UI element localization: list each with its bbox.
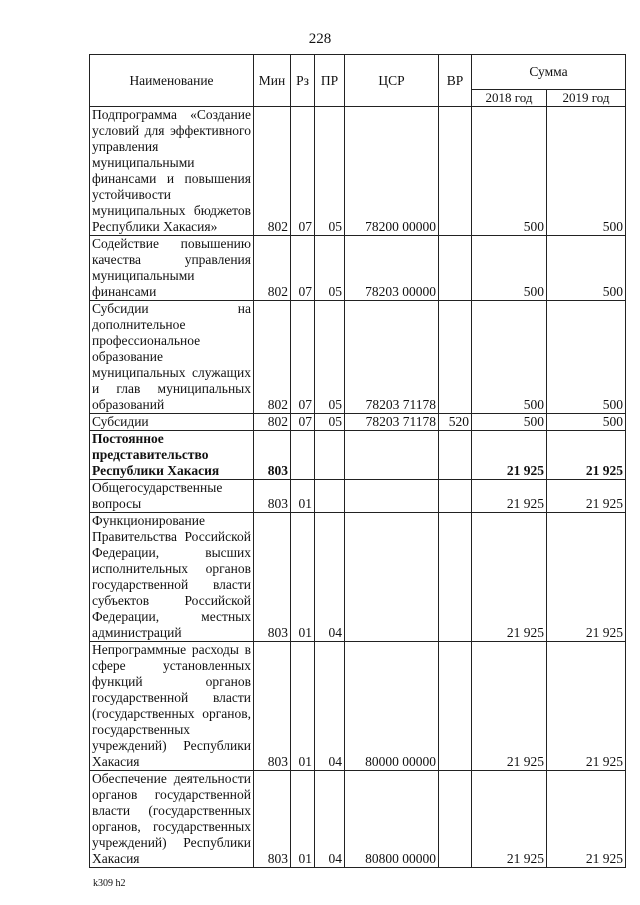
cell-rz: 01 xyxy=(291,642,315,771)
cell-sum-2018: 21 925 xyxy=(472,431,547,480)
cell-name: Содействие повышению качества управления муниципальными финансами xyxy=(90,236,254,301)
cell-sum-2019: 21 925 xyxy=(547,642,626,771)
cell-rz: 01 xyxy=(291,771,315,868)
cell-csr: 80800 00000 xyxy=(345,771,439,868)
cell-sum-2018: 500 xyxy=(472,107,547,236)
cell-csr: 80000 00000 xyxy=(345,642,439,771)
cell-sum-2018: 21 925 xyxy=(472,513,547,642)
cell-sum-2019: 500 xyxy=(547,301,626,414)
cell-sum-2019: 21 925 xyxy=(547,771,626,868)
table-row xyxy=(90,431,626,480)
cell-vr xyxy=(439,513,472,642)
header-vr: ВР xyxy=(439,55,472,107)
cell-csr: 78203 71178 xyxy=(345,301,439,414)
cell-name: Функционирование Правительства Российской Федерации, высших исполнительных органов государственной власти субъектов Российской Федерации, местных администраций xyxy=(90,513,254,642)
cell-min: 802 xyxy=(254,301,291,414)
header-min: Мин xyxy=(254,55,291,107)
budget-table xyxy=(89,54,626,868)
cell-csr xyxy=(345,513,439,642)
cell-pr xyxy=(315,480,345,513)
cell-name: Субсидии xyxy=(90,414,254,431)
cell-rz: 07 xyxy=(291,414,315,431)
cell-name: Подпрограмма «Создание условий для эффективного управления муниципальными финансами и повышения устойчивости муниципальных бюджетов Республики Хакасия» xyxy=(90,107,254,236)
cell-name: Обеспечение деятельности органов государственной власти (государственных органов, государственных учреждений) Республики Хакасия xyxy=(90,771,254,868)
cell-pr: 04 xyxy=(315,513,345,642)
cell-csr: 78200 00000 xyxy=(345,107,439,236)
cell-sum-2018: 21 925 xyxy=(472,771,547,868)
cell-vr xyxy=(439,236,472,301)
header-year-2019: 2019 год xyxy=(547,90,626,107)
cell-vr xyxy=(439,431,472,480)
cell-name: Постоянное представительство Республики Хакасия xyxy=(90,431,254,480)
cell-min: 802 xyxy=(254,414,291,431)
table-row xyxy=(90,642,626,771)
cell-sum-2019: 500 xyxy=(547,414,626,431)
cell-name: Общегосударственные вопросы xyxy=(90,480,254,513)
cell-sum-2018: 500 xyxy=(472,301,547,414)
cell-sum-2018: 21 925 xyxy=(472,642,547,771)
cell-sum-2018: 21 925 xyxy=(472,480,547,513)
cell-pr: 05 xyxy=(315,236,345,301)
cell-name: Непрограммные расходы в сфере установленных функций органов государственной власти (государственных органов, государственных учреждений) Республики Хакасия xyxy=(90,642,254,771)
cell-sum-2018: 500 xyxy=(472,414,547,431)
cell-vr xyxy=(439,107,472,236)
cell-csr xyxy=(345,480,439,513)
table-row xyxy=(90,513,626,642)
cell-min: 803 xyxy=(254,513,291,642)
cell-min: 802 xyxy=(254,236,291,301)
table-row xyxy=(90,771,626,868)
cell-sum-2019: 500 xyxy=(547,107,626,236)
table-row xyxy=(90,107,626,236)
cell-min: 803 xyxy=(254,431,291,480)
table-row xyxy=(90,236,626,301)
header-year-2018: 2018 год xyxy=(472,90,547,107)
cell-rz: 07 xyxy=(291,236,315,301)
cell-pr xyxy=(315,431,345,480)
cell-vr xyxy=(439,480,472,513)
cell-min: 802 xyxy=(254,107,291,236)
cell-vr: 520 xyxy=(439,414,472,431)
cell-min: 803 xyxy=(254,771,291,868)
cell-pr: 05 xyxy=(315,414,345,431)
cell-pr: 04 xyxy=(315,771,345,868)
cell-rz: 07 xyxy=(291,107,315,236)
cell-rz: 01 xyxy=(291,480,315,513)
cell-csr: 78203 00000 xyxy=(345,236,439,301)
cell-min: 803 xyxy=(254,642,291,771)
cell-sum-2019: 21 925 xyxy=(547,480,626,513)
cell-vr xyxy=(439,771,472,868)
cell-pr: 04 xyxy=(315,642,345,771)
cell-sum-2019: 21 925 xyxy=(547,513,626,642)
cell-pr: 05 xyxy=(315,301,345,414)
cell-rz: 07 xyxy=(291,301,315,414)
cell-csr xyxy=(345,431,439,480)
cell-pr: 05 xyxy=(315,107,345,236)
cell-sum-2019: 21 925 xyxy=(547,431,626,480)
header-sum: Сумма xyxy=(472,55,626,90)
cell-vr xyxy=(439,642,472,771)
table-row xyxy=(90,301,626,414)
table-body xyxy=(90,107,626,868)
page-number: 228 xyxy=(308,31,332,47)
footer-code: k309 h2 xyxy=(93,878,126,889)
cell-name: Субсидии на дополнительное профессиональное образование муниципальных служащих и глав муниципальных образований xyxy=(90,301,254,414)
header-name: Наименование xyxy=(90,55,254,107)
table-row xyxy=(90,414,626,431)
header-csr: ЦСР xyxy=(345,55,439,107)
cell-rz xyxy=(291,431,315,480)
cell-vr xyxy=(439,301,472,414)
header-pr: ПР xyxy=(315,55,345,107)
header-rz: Рз xyxy=(291,55,315,107)
cell-rz: 01 xyxy=(291,513,315,642)
cell-sum-2019: 500 xyxy=(547,236,626,301)
cell-min: 803 xyxy=(254,480,291,513)
cell-sum-2018: 500 xyxy=(472,236,547,301)
table-row xyxy=(90,480,626,513)
header-row xyxy=(90,55,626,90)
cell-csr: 78203 71178 xyxy=(345,414,439,431)
